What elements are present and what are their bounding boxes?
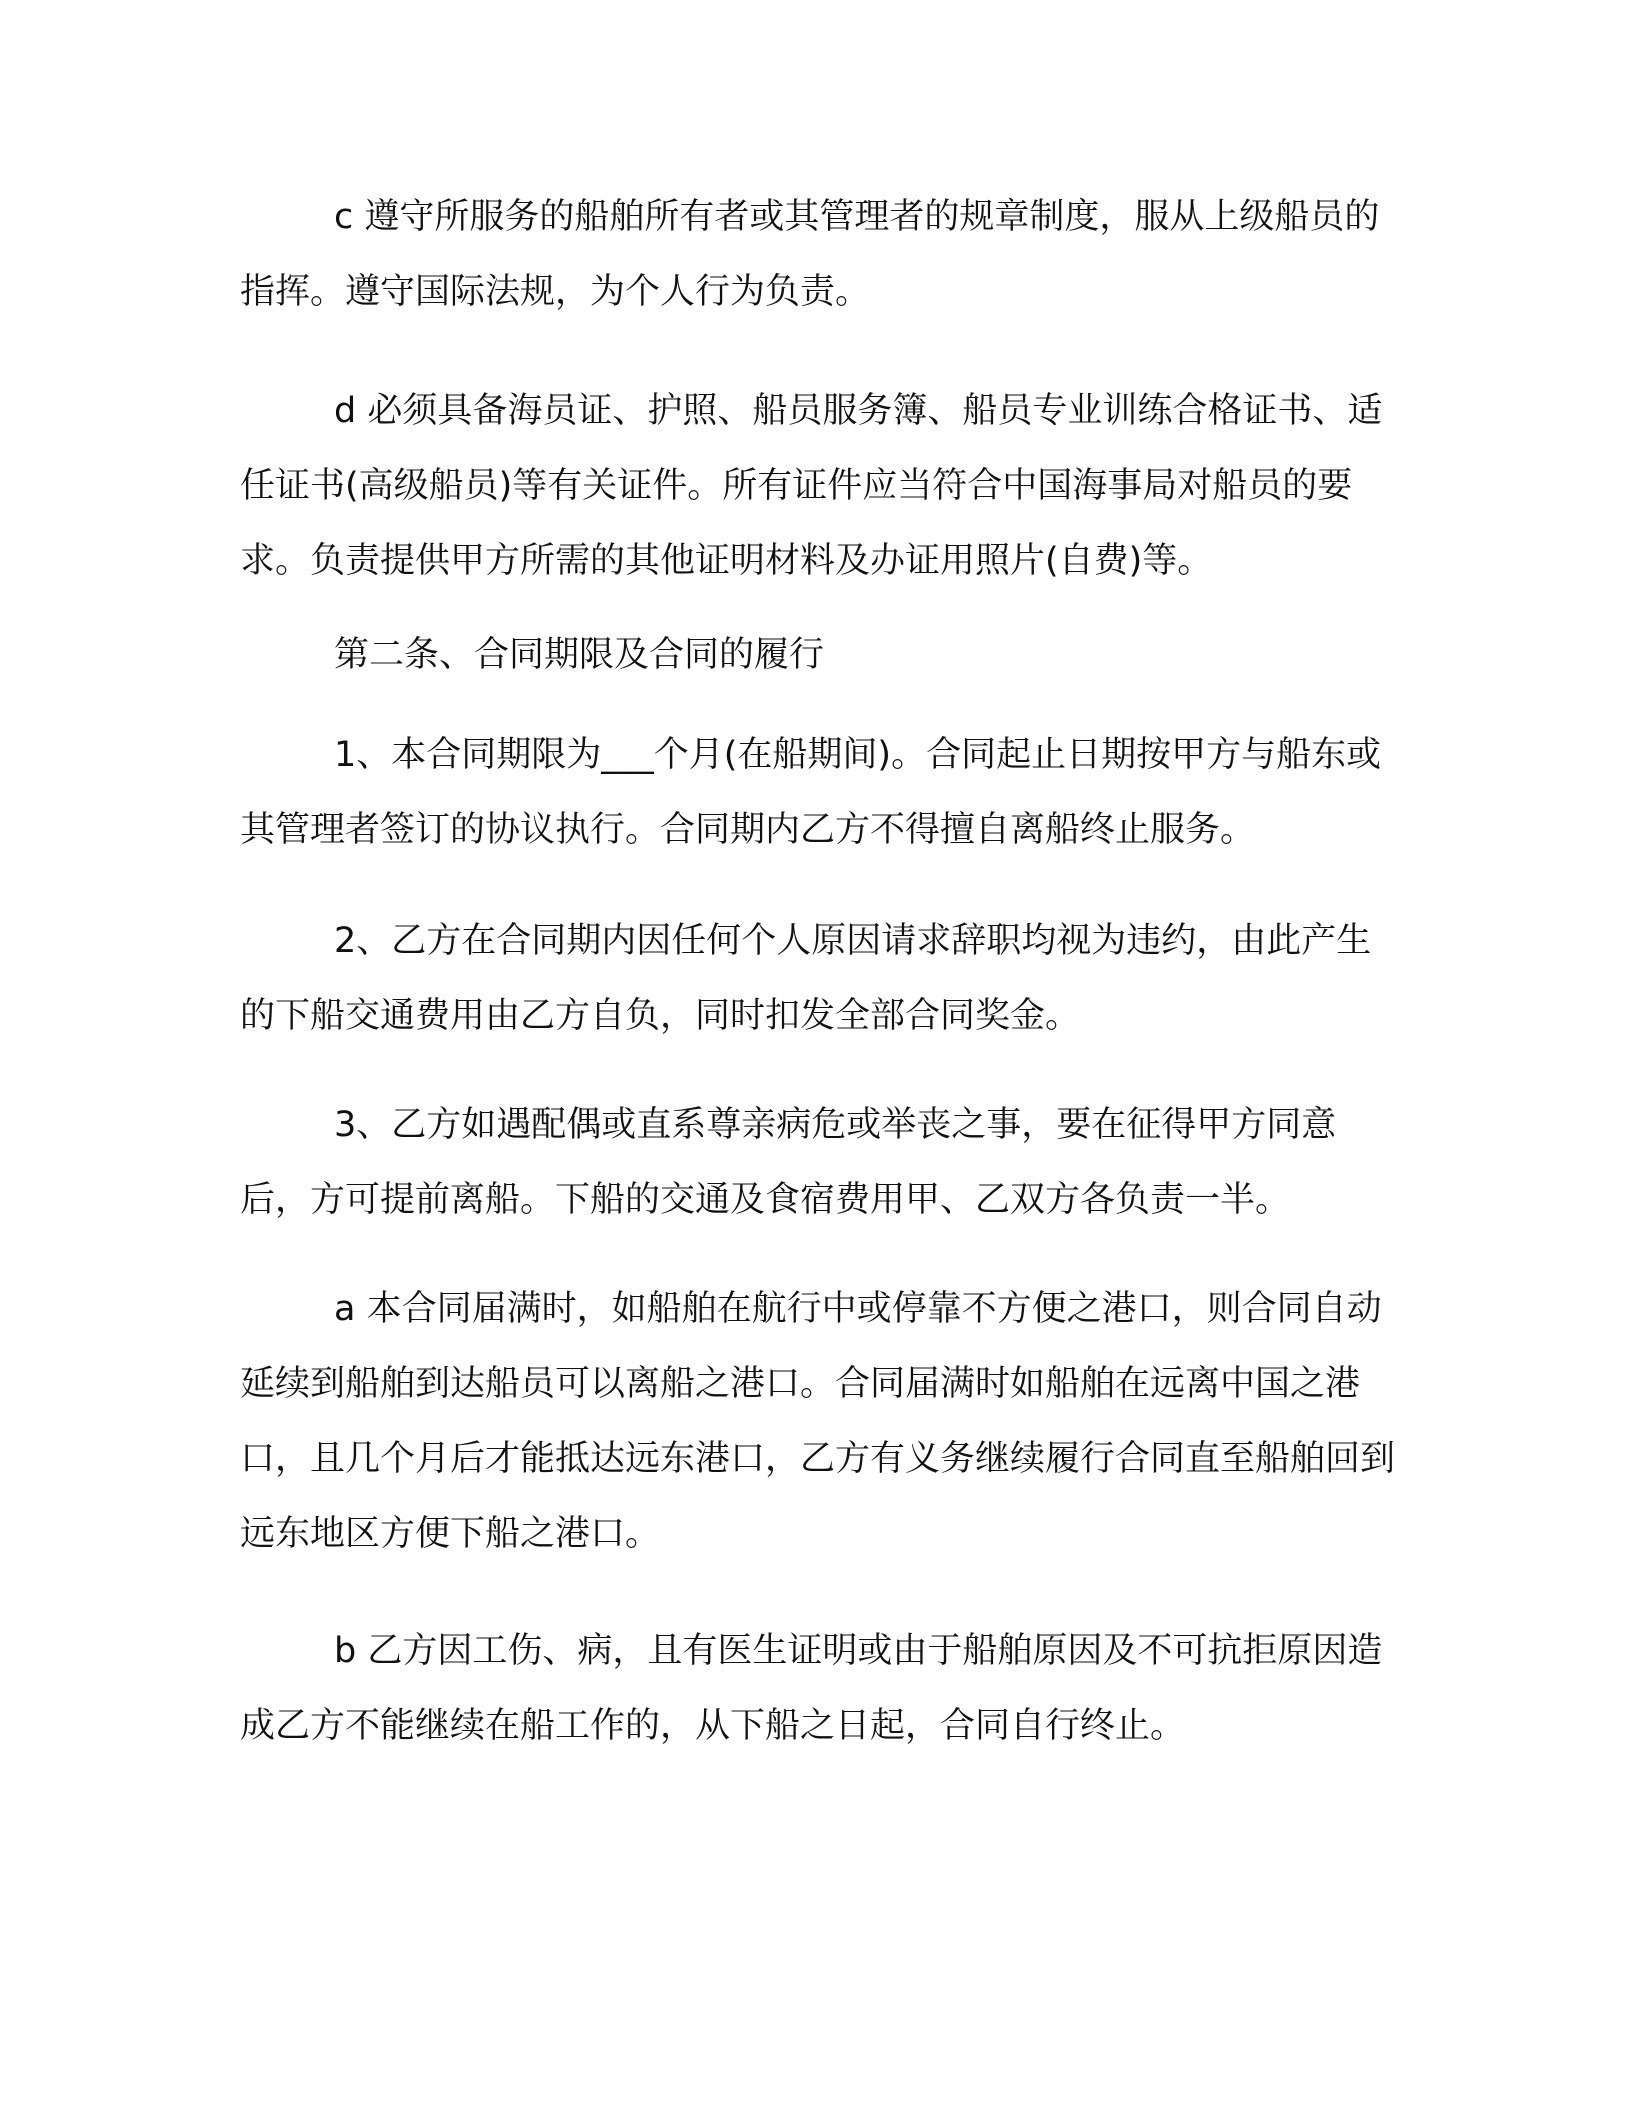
paragraph-c-comply-regulations: c 遵守所服务的船舶所有者或其管理者的规章制度，服从上级船员的指挥。遵守国际法规，为个人行为负责。 (240, 197, 1380, 312)
paragraph-2-resignation: 2、乙方在合同期内因任何个人原因请求辞职均视为违约，由此产生的下船交通费用由乙方自负，同时扣发全部合同奖金。 (240, 921, 1372, 1036)
section-heading-article-2: 第二条、合同期限及合同的履行 (334, 635, 825, 675)
paragraph-1-contract-term: 1、本合同期限为___个月(在船期间)。合同起止日期按甲方与船东或其管理者签订的协议执行。合同期内乙方不得擅自离船终止服务。 (240, 735, 1382, 850)
paragraph-b-contract-termination: b 乙方因工伤、病，且有医生证明或由于船舶原因及不可抗拒原因造成乙方不能继续在船工作的，从下船之日起，合同自行终止。 (240, 1631, 1383, 1746)
paragraph-a-contract-extension: a 本合同届满时，如船舶在航行中或停靠不方便之港口，则合同自动延续到船舶到达船员可以离船之港口。合同届满时如船舶在远离中国之港口，且几个月后才能抵达远东港口，乙方有义务继续履行合同直至船舶回到远东地区方便下船之港口。 (240, 1289, 1396, 1554)
paragraph-d-required-certificates: d 必须具备海员证、护照、船员服务簿、船员专业训练合格证书、适任证书(高级船员)等有关证件。所有证件应当符合中国海事局对船员的要求。负责提供甲方所需的其他证明材料及办证用照片(自费)等。 (240, 391, 1383, 581)
paragraph-3-family-emergency: 3、乙方如遇配偶或直系尊亲病危或举丧之事，要在征得甲方同意后，方可提前离船。下船的交通及食宿费用甲、乙双方各负责一半。 (240, 1105, 1337, 1220)
